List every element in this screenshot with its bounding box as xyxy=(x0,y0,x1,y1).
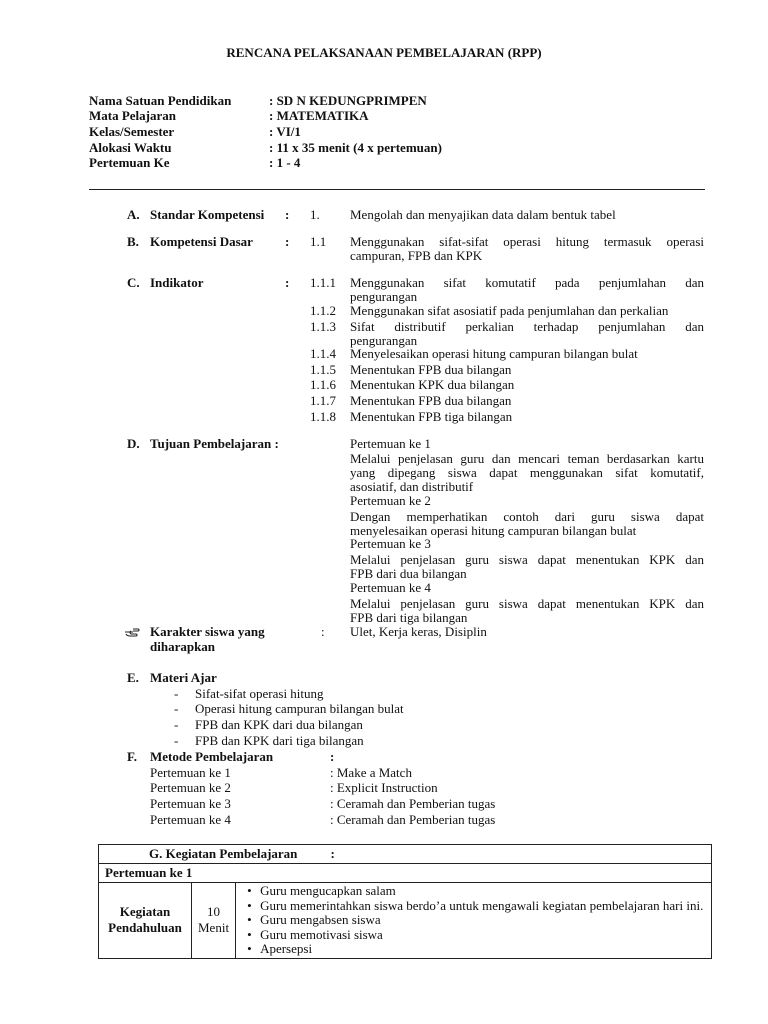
item-number: 1. xyxy=(310,207,320,222)
phase-label: Kegiatan xyxy=(119,904,171,920)
tujuan-line: FPB dari dua bilangan xyxy=(350,566,467,581)
identity-value: : SD N KEDUNGPRIMPEN xyxy=(269,93,427,108)
tujuan-line: Melalui penjelasan guru dan mencari teman berdasarkan kartu xyxy=(350,451,704,466)
pointing-hand-icon xyxy=(124,627,140,637)
indicator-number: 1.1.7 xyxy=(310,393,336,408)
metode-label: Pertemuan ke 2 xyxy=(150,780,231,795)
materi-item: FPB dan KPK dari dua bilangan xyxy=(195,717,363,732)
indicator-text: Menyelesaikan operasi hitung campuran bilangan bulat xyxy=(350,346,638,361)
identity-label: Mata Pelajaran xyxy=(89,108,177,123)
indicator-text: Menentukan KPK dua bilangan xyxy=(350,377,515,392)
section-label: Kompetensi Dasar xyxy=(150,234,253,249)
section-colon: : xyxy=(285,275,290,290)
table-row xyxy=(99,883,712,959)
section-letter: A. xyxy=(127,207,140,222)
table-header-cell xyxy=(99,845,712,864)
indicator-number: 1.1.2 xyxy=(310,303,336,318)
section-label: Standar Kompetensi xyxy=(150,207,265,222)
identity-label: Kelas/Semester xyxy=(89,124,175,139)
section-divider xyxy=(89,189,705,190)
indicator-number: 1.1.4 xyxy=(310,346,336,361)
karakter-value: Ulet, Kerja keras, Disiplin xyxy=(350,624,487,639)
section-label: Metode Pembelajaran xyxy=(150,749,274,764)
tujuan-line: yang dipegang siswa dapat menggunakan sifat komutatif, xyxy=(350,465,704,480)
table-header-row xyxy=(99,845,712,864)
tujuan-line: menyelesaikan operasi hitung campuran bilangan bulat xyxy=(350,523,637,538)
tujuan-line: Melalui penjelasan guru siswa dapat menentukan KPK dan xyxy=(350,596,704,611)
list-dash: - xyxy=(174,717,179,732)
section-colon: : xyxy=(330,749,335,764)
materi-item: FPB dan KPK dari tiga bilangan xyxy=(195,733,364,748)
identity-value: : MATEMATIKA xyxy=(269,108,369,123)
metode-label: Pertemuan ke 4 xyxy=(150,812,231,827)
identity-value: : 11 x 35 menit (4 x pertemuan) xyxy=(269,140,442,155)
kegiatan-table xyxy=(98,844,712,959)
section-label: Materi Ajar xyxy=(150,670,217,685)
metode-label: Pertemuan ke 3 xyxy=(150,796,231,811)
identity-value: : 1 - 4 xyxy=(269,155,301,170)
list-item: • Guru memotivasi siswa xyxy=(260,928,705,943)
indicator-text: Menentukan FPB tiga bilangan xyxy=(350,409,513,424)
tujuan-line: Pertemuan ke 1 xyxy=(350,436,431,451)
metode-value: : Ceramah dan Pemberian tugas xyxy=(330,812,496,827)
identity-label: Alokasi Waktu xyxy=(89,140,172,155)
section-letter: C. xyxy=(127,275,140,290)
document-title: RENCANA PELAKSANAAN PEMBELAJARAN (RPP) xyxy=(226,45,542,60)
activity-list xyxy=(244,884,705,957)
section-colon: : xyxy=(285,207,290,222)
indicator-text: Menentukan FPB dua bilangan xyxy=(350,393,512,408)
materi-item: Sifat-sifat operasi hitung xyxy=(195,686,324,701)
phase-label: Pendahuluan xyxy=(108,920,182,936)
indicator-number: 1.1.8 xyxy=(310,409,336,424)
section-letter: D. xyxy=(127,436,140,451)
list-dash: - xyxy=(174,686,179,701)
section-letter: E. xyxy=(127,670,139,685)
karakter-label: diharapkan xyxy=(150,639,216,654)
duration-value: 10 xyxy=(207,904,221,920)
tujuan-line: Melalui penjelasan guru siswa dapat menentukan KPK dan xyxy=(350,552,704,567)
indicator-text: pengurangan xyxy=(350,289,418,304)
materi-item: Operasi hitung campuran bilangan bulat xyxy=(195,701,404,716)
duration-cell xyxy=(192,883,236,959)
phase-cell xyxy=(99,883,192,959)
indicator-text: pengurangan xyxy=(350,333,418,348)
indicator-number: 1.1.1 xyxy=(310,275,336,290)
table-subheader-row xyxy=(99,864,712,883)
indicator-text: Sifat distributif perkalian terhadap penjumlahan dan xyxy=(350,319,704,334)
list-item: • Guru memerintahkan siswa berdo’a untuk mengawali kegiatan pembelajaran hari ini. xyxy=(260,899,705,914)
tujuan-line: Pertemuan ke 4 xyxy=(350,580,431,595)
indicator-number: 1.1.3 xyxy=(310,319,336,334)
indicator-number: 1.1.6 xyxy=(310,377,336,392)
section-colon: : xyxy=(285,234,290,249)
section-letter: F. xyxy=(127,749,137,764)
tujuan-line: FPB dari tiga bilangan xyxy=(350,610,468,625)
item-text: Menggunakan sifat-sifat operasi hitung termasuk operasi xyxy=(350,234,704,249)
kegiatan-header: G. Kegiatan Pembelajaran xyxy=(149,846,298,861)
karakter-label: Karakter siswa yang xyxy=(150,624,265,639)
identity-label: Pertemuan Ke xyxy=(89,155,170,170)
list-item: • Guru mengucapkan salam xyxy=(260,884,705,899)
item-text: Mengolah dan menyajikan data dalam bentuk tabel xyxy=(350,207,616,222)
tujuan-line: Pertemuan ke 2 xyxy=(350,493,431,508)
section-label: Tujuan Pembelajaran : xyxy=(150,436,279,451)
section-colon: : xyxy=(330,846,335,861)
identity-value: : VI/1 xyxy=(269,124,301,139)
item-text: campuran, FPB dan KPK xyxy=(350,248,483,263)
indicator-text: Menggunakan sifat komutatif pada penjumlahan dan xyxy=(350,275,704,290)
list-dash: - xyxy=(174,701,179,716)
list-item: • Apersepsi xyxy=(260,942,705,957)
indicator-number: 1.1.5 xyxy=(310,362,336,377)
activities-cell xyxy=(236,883,712,959)
identity-label: Nama Satuan Pendidikan xyxy=(89,93,232,108)
section-label: Indikator xyxy=(150,275,204,290)
section-colon: : xyxy=(321,624,325,639)
indicator-text: Menentukan FPB dua bilangan xyxy=(350,362,512,377)
section-letter: B. xyxy=(127,234,139,249)
list-dash: - xyxy=(174,733,179,748)
metode-value: : Ceramah dan Pemberian tugas xyxy=(330,796,496,811)
metode-value: : Explicit Instruction xyxy=(330,780,438,795)
tujuan-line: Pertemuan ke 3 xyxy=(350,536,431,551)
tujuan-line: asosiatif, dan distributif xyxy=(350,479,474,494)
indicator-text: Menggunakan sifat asosiatif pada penjumlahan dan perkalian xyxy=(350,303,669,318)
metode-label: Pertemuan ke 1 xyxy=(150,765,231,780)
list-item: • Guru mengabsen siswa xyxy=(260,913,705,928)
metode-value: : Make a Match xyxy=(330,765,412,780)
duration-unit: Menit xyxy=(198,920,230,936)
pertemuan-label: Pertemuan ke 1 xyxy=(99,864,712,883)
tujuan-line: Dengan memperhatikan contoh dari guru siswa dapat xyxy=(350,509,704,524)
item-number: 1.1 xyxy=(310,234,327,249)
